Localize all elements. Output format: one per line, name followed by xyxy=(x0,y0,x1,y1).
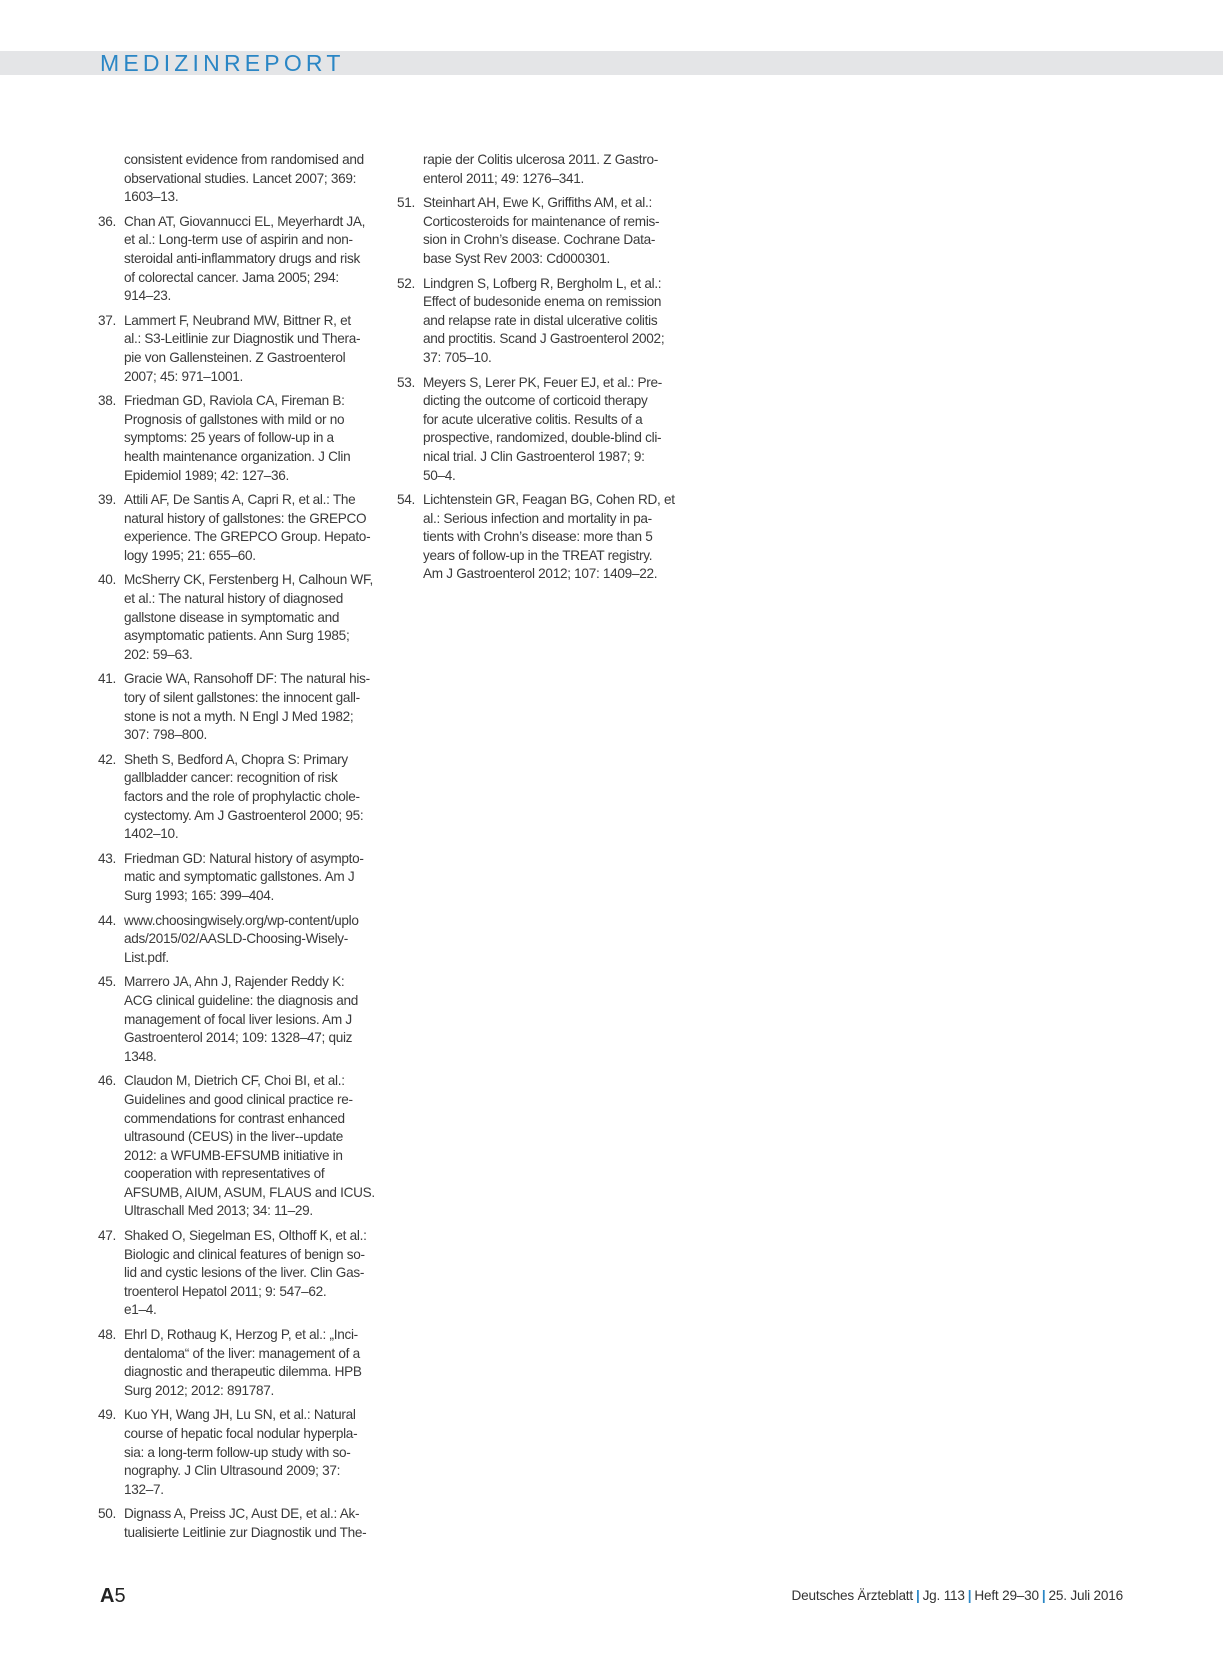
reference-number: 48. xyxy=(98,1327,116,1343)
reference-text: Marrero JA, Ahn J, Rajender Reddy K: ACG clinical guideline: the diagnosis and management of focal liver lesions. Am J Gastroenterol 2014; 109: 1328–47; quiz 1348. xyxy=(124,974,359,1064)
reference-item xyxy=(98,1326,378,1400)
reference-item xyxy=(397,374,683,486)
reference-number: 42. xyxy=(98,751,116,767)
reference-number: 46. xyxy=(98,1073,116,1089)
journal-name: Deutsches Ärzteblatt xyxy=(791,1588,913,1603)
reference-number: 40. xyxy=(98,572,116,588)
reference-number: 39. xyxy=(98,492,116,508)
reference-text: Steinhart AH, Ewe K, Griffiths AM, et al.: Corticosteroids for maintenance of remis- sion in Crohn’s disease. Cochrane Data- base Syst Rev 2003: Cd000301. xyxy=(423,195,660,266)
reference-item xyxy=(98,1406,378,1499)
reference-text: Lindgren S, Lofberg R, Bergholm L, et al.: Effect of budesonide enema on remission and relapse rate in distal ulcerative colitis and proctitis. Scand J Gastroenterol 2002; 37: 705–10. xyxy=(423,275,665,365)
reference-text: Friedman GD, Raviola CA, Fireman B: Prognosis of gallstones with mild or no symptoms: 25 years of follow-up in a health maintenance organization. J Clin Epidemiol 1989; 42: 127–36. xyxy=(124,393,351,483)
reference-item xyxy=(98,1505,378,1542)
reference-number: 50. xyxy=(98,1506,116,1522)
reference-number: 47. xyxy=(98,1228,116,1244)
reference-text: Gracie WA, Ransohoff DF: The natural his- tory of silent gallstones: the innocent gall- stone is not a myth. N Engl J Med 1982; 307: 798–800. xyxy=(124,671,370,743)
reference-text: Sheth S, Bedford A, Chopra S: Primary gallbladder cancer: recognition of risk factors and the role of prophylactic chole- cystectomy. Am J Gastroenterol 2000; 95: 1402–10. xyxy=(124,751,364,842)
reference-text: rapie der Colitis ulcerosa 2011. Z Gastro- enterol 2011; 49: 1276–341. xyxy=(423,152,658,186)
references-column-right xyxy=(397,151,683,590)
reference-item xyxy=(397,194,683,268)
reference-item xyxy=(397,275,683,368)
reference-text: Shaked O, Siegelman ES, Olthoff K, et al.: Biologic and clinical features of benign so- lid and cystic lesions of the liver. Clin Gas- troenterol Hepatol 2011; 9: 547–62. e1–4. xyxy=(124,1228,367,1318)
reference-number: 44. xyxy=(98,912,116,928)
reference-number: 51. xyxy=(397,195,415,211)
reference-item xyxy=(397,151,683,188)
reference-number: 36. xyxy=(98,213,116,229)
reference-item xyxy=(98,571,378,664)
reference-item xyxy=(98,912,378,968)
journal-footer xyxy=(792,1588,1123,1603)
reference-item xyxy=(98,213,378,306)
page-number-value: 5 xyxy=(114,1585,126,1607)
reference-text: Kuo YH, Wang JH, Lu SN, et al.: Natural course of hepatic focal nodular hyperpla- sia: a long-term follow-up study with so- nography. J Clin Ultrasound 2009; 37: 132–7. xyxy=(124,1407,358,1497)
separator: | xyxy=(915,1588,920,1603)
reference-text: Ehrl D, Rothaug K, Herzog P, et al.: „Inci- dentaloma“ of the liver: management of a diagnostic and therapeutic dilemma. HPB Surg 2012; 2012: 891787. xyxy=(124,1327,362,1398)
reference-item xyxy=(98,670,378,744)
reference-number: 52. xyxy=(397,275,415,291)
reference-number: 53. xyxy=(397,374,415,390)
journal-issue: Heft 29–30 xyxy=(974,1588,1039,1603)
reference-text: Dignass A, Preiss JC, Aust DE, et al.: Ak- tualisierte Leitlinie zur Diagnostik und The- xyxy=(124,1506,367,1540)
reference-item xyxy=(98,491,378,565)
reference-text: McSherry CK, Ferstenberg H, Calhoun WF, et al.: The natural history of diagnosed gallstone disease in symptomatic and asymptomatic patients. Ann Surg 1985; 202: 59–63. xyxy=(124,572,373,662)
reference-text: Chan AT, Giovannucci EL, Meyerhardt JA, et al.: Long-term use of aspirin and non- steroidal anti-inflammatory drugs and risk of colorectal cancer. Jama 2005; 294: 914–23. xyxy=(124,213,366,304)
reference-number: 49. xyxy=(98,1407,116,1423)
page-letter: A xyxy=(100,1585,115,1607)
reference-item xyxy=(98,312,378,386)
separator: | xyxy=(967,1588,972,1603)
reference-number: 43. xyxy=(98,850,116,866)
reference-number: 37. xyxy=(98,312,116,328)
references-column-left xyxy=(98,151,378,1549)
reference-text: Friedman GD: Natural history of asympto- matic and symptomatic gallstones. Am J Surg 1993; 165: 399–404. xyxy=(124,850,364,903)
reference-item xyxy=(98,151,378,207)
journal-date: 25. Juli 2016 xyxy=(1048,1588,1123,1603)
reference-item xyxy=(98,1227,378,1320)
reference-number: 38. xyxy=(98,393,116,409)
reference-number: 41. xyxy=(98,671,116,687)
reference-item xyxy=(98,392,378,485)
reference-number: 45. xyxy=(98,974,116,990)
page-number xyxy=(100,1585,126,1608)
reference-number: 54. xyxy=(397,492,415,508)
reference-text: Meyers S, Lerer PK, Feuer EJ, et al.: Pre- dicting the outcome of corticoid therapy for acute ulcerative colitis. Results of a prospective, randomized, double-blind cli- nical trial. J Clin Gastroenterol 1987; 9: 50–4. xyxy=(423,374,662,483)
separator: | xyxy=(1041,1588,1046,1603)
reference-item xyxy=(98,751,378,844)
reference-text: Lichtenstein GR, Feagan BG, Cohen RD, et al.: Serious infection and mortality in pa- tients with Crohn’s disease: more than 5 years of follow-up in the TREAT registry. Am J Gastroenterol 2012; 107: 1409–22. xyxy=(423,492,675,582)
reference-text: Claudon M, Dietrich CF, Choi BI, et al.: Guidelines and good clinical practice re- commendations for contrast enhanced ultrasound (CEUS) in the liver--update 2012: a WFUMB-EFSUMB initiative in cooperation with representatives of AFSUMB, AIUM, ASUM, FLAUS and ICUS. Ultraschall Med 2013; 34: 11–29. xyxy=(124,1073,375,1219)
reference-text: Lammert F, Neubrand MW, Bittner R, et al.: S3-Leitlinie zur Diagnostik und Thera- pie von Gallensteinen. Z Gastroenterol 2007; 45: 971–1001. xyxy=(124,312,361,384)
reference-text: consistent evidence from randomised and observational studies. Lancet 2007; 369: 1603–13. xyxy=(124,152,364,205)
reference-item xyxy=(98,850,378,906)
section-title: MEDIZINREPORT xyxy=(100,50,345,76)
reference-text: Attili AF, De Santis A, Capri R, et al.: The natural history of gallstones: the GREPCO experience. The GREPCO Group. Hepato- logy 1995; 21: 655–60. xyxy=(124,492,371,563)
reference-item xyxy=(98,1072,378,1221)
journal-volume: Jg. 113 xyxy=(922,1588,965,1603)
reference-item xyxy=(397,491,683,584)
reference-text: www.choosingwisely.org/wp-content/uplo ads/2015/02/AASLD-Choosing-Wisely- List.pdf. xyxy=(124,912,359,965)
reference-item xyxy=(98,973,378,1066)
